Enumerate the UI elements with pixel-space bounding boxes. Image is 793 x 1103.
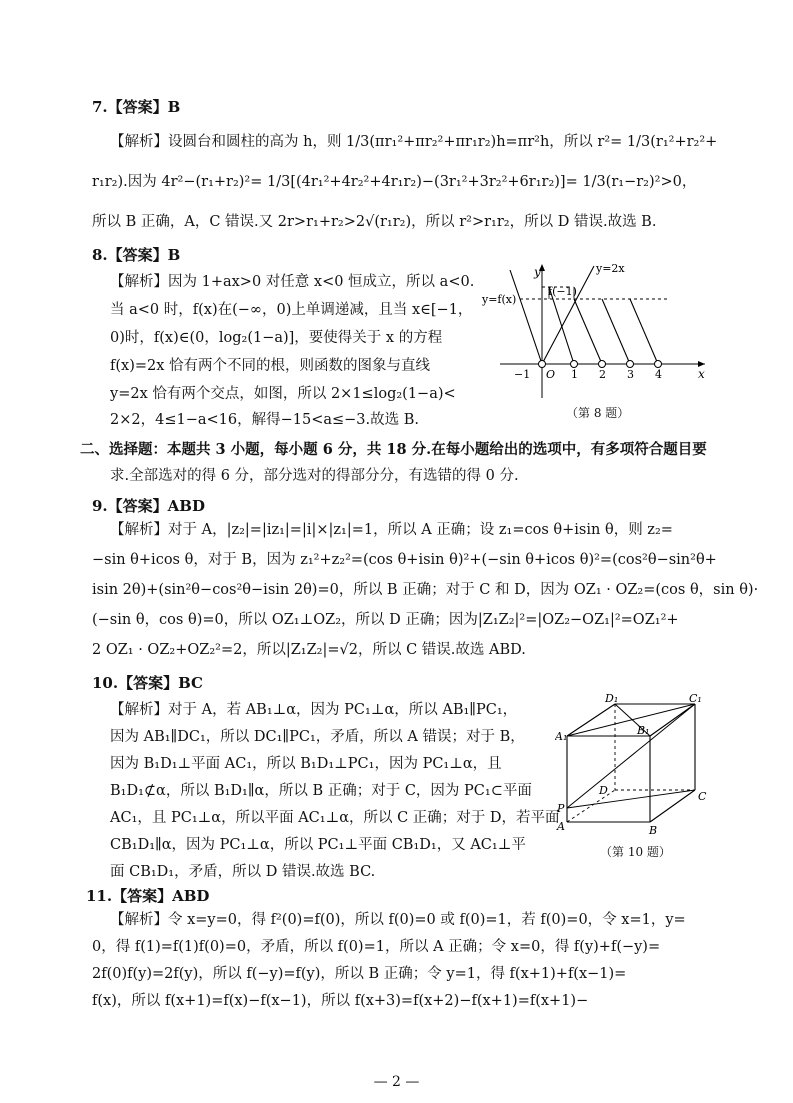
q9-answer-title: 9.【答案】ABD [92, 497, 205, 515]
q8-solution-line: f(x)=2x 恰有两个不同的根，则函数的图象与直线 [110, 358, 431, 374]
vertex-label: B [649, 824, 658, 837]
q10-solution-line: 【解析】对于 A，若 AB₁⊥α，因为 PC₁⊥α，所以 AB₁∥PC₁， [110, 702, 518, 718]
tick-label: −1 [514, 368, 531, 381]
q10-solution-line: AC₁，且 PC₁⊥α，所以平面 AC₁⊥α，所以 C 正确；对于 D，若平面 [110, 810, 560, 826]
q11-solution-line: 2f(0)f(y)=2f(y)，所以 f(−y)=f(y)，所以 B 正确；令 y=1，得 f(x+1)+f(x−1)= [92, 966, 627, 982]
q10-answer-title: 10.【答案】BC [92, 674, 203, 692]
q7-solution-line: 【解析】设圆台和圆柱的高为 h，则 1/3(πr₁²+πr₂²+πr₁r₂)h=πr²h，所以 r²= 1/3(r₁²+r₂²+ [110, 134, 718, 150]
q7-solution-line: 所以 B 正确，A，C 错误.又 2r>r₁+r₂>2√(r₁r₂)，所以 r²>r₁r₂，所以 D 错误.故选 B. [92, 214, 657, 230]
vertex-label: D₁ [605, 692, 619, 705]
vertex-label: C₁ [689, 692, 702, 705]
line-label: y=2x [596, 262, 625, 275]
q7-answer-title: 7.【答案】B [92, 98, 181, 116]
q8-solution-line: 【解析】因为 1+ax>0 对任意 x<0 恒成立，所以 a<0. [110, 274, 475, 290]
q9-solution-line: −sin θ+icos θ，对于 B，因为 z₁²+z₂²=(cos θ+isin θ)²+(−sin θ+icos θ)²=(cos²θ−sin²θ+ [92, 552, 717, 568]
q8-solution-line: y=2x 恰有两个交点，如图，所以 2×1≤log₂(1−a)< [110, 386, 456, 402]
q8-solution-line: 0)时，f(x)∈(0，log₂(1−a)]，要使得关于 x 的方程 [110, 330, 443, 346]
q8-solution-line: 2×2，4≤1−a<16，解得−15<a≤−3.故选 B. [110, 412, 419, 428]
function-label: y=f(x) [482, 293, 517, 306]
tick-label: 3 [627, 368, 634, 381]
vertex-label: B₁ [637, 724, 650, 737]
tick-label: 4 [655, 368, 662, 381]
q10-solution-line: CB₁D₁∥α，因为 PC₁⊥α，所以 PC₁⊥平面 CB₁D₁，又 AC₁⊥平 [110, 837, 526, 853]
page-number: — 2 — [373, 1074, 420, 1090]
q10-cube-figure [555, 690, 720, 840]
tick-label: 1 [571, 368, 578, 381]
origin-label: O [546, 368, 556, 381]
q10-solution-line: 因为 B₁D₁⊥平面 AC₁，所以 B₁D₁⊥PC₁，因为 PC₁⊥α，且 [110, 756, 502, 772]
q11-solution-line: 【解析】令 x=y=0，得 f²(0)=f(0)，所以 f(0)=0 或 f(0)=1，若 f(0)=0，令 x=1，y= [110, 912, 686, 928]
axis-label-x: x [698, 367, 705, 381]
vertex-label: A₁ [555, 730, 568, 743]
vertex-label: C [698, 790, 707, 803]
q9-solution-line: isin 2θ)+(sin²θ−cos²θ−isin 2θ)=0，所以 B 正确；对于 C 和 D，因为 OZ₁ · OZ₂=(cos θ，sin θ)· [92, 582, 759, 598]
section-heading: 二、选择题：本题共 3 小题，每小题 6 分，共 18 分.在每小题给出的选项中，有多项符合题目要 [80, 441, 707, 458]
q8-function-graph [480, 258, 710, 400]
point-label: f(−1) [548, 285, 577, 298]
q11-solution-line: f(x)，所以 f(x+1)=f(x)−f(x−1)，所以 f(x+3)=f(x+2)−f(x+1)=f(x+1)− [92, 993, 589, 1009]
q7-solution-line: r₁r₂).因为 4r²−(r₁+r₂)²= 1/3[(4r₁²+4r₂²+4r₁r₂)−(3r₁²+3r₂²+6r₁r₂)]= 1/3(r₁−r₂)²>0， [92, 174, 697, 190]
q11-solution-line: 0，得 f(1)=f(1)f(0)=0，矛盾，所以 f(0)=1，所以 A 正确；令 x=0，得 f(y)+f(−y)= [92, 939, 661, 955]
section-note: 求.全部选对的得 6 分，部分选对的得部分分，有选错的得 0 分. [110, 468, 519, 484]
axis-label-y: y [534, 265, 541, 279]
vertex-label: A [557, 820, 565, 833]
tick-label: 2 [599, 368, 606, 381]
q10-figure-caption: （第 10 题） [600, 845, 671, 859]
vertex-label: D [599, 784, 608, 797]
q9-solution-line: (−sin θ，cos θ)=0，所以 OZ₁⊥OZ₂，所以 D 正确；因为|Z₁Z₂|²=|OZ₂−OZ₁|²=OZ₁²+ [92, 612, 679, 628]
q11-answer-title: 11.【答案】ABD [86, 887, 210, 905]
q10-solution-line: 面 CB₁D₁，矛盾，所以 D 错误.故选 BC. [110, 864, 376, 880]
q8-figure-caption: （第 8 题） [566, 406, 630, 420]
q9-solution-line: 【解析】对于 A，|z₂|=|iz₁|=|i|×|z₁|=1，所以 A 正确；设 z₁=cos θ+isin θ，则 z₂= [110, 522, 673, 538]
q10-solution-line: 因为 AB₁∥DC₁，所以 DC₁∥PC₁，矛盾，所以 A 错误；对于 B， [110, 729, 525, 745]
q9-solution-line: 2 OZ₁ · OZ₂+OZ₂²=2，所以|Z₁Z₂|=√2，所以 C 错误.故选 ABD. [92, 642, 526, 658]
q8-answer-title: 8.【答案】B [92, 246, 181, 264]
q10-solution-line: B₁D₁⊄α，所以 B₁D₁∥α，所以 B 正确；对于 C，因为 PC₁⊂平面 [110, 783, 532, 799]
q8-solution-line: 当 a<0 时，f(x)在(−∞，0)上单调递减，且当 x∈[−1， [110, 302, 473, 318]
vertex-label: P [557, 802, 565, 815]
